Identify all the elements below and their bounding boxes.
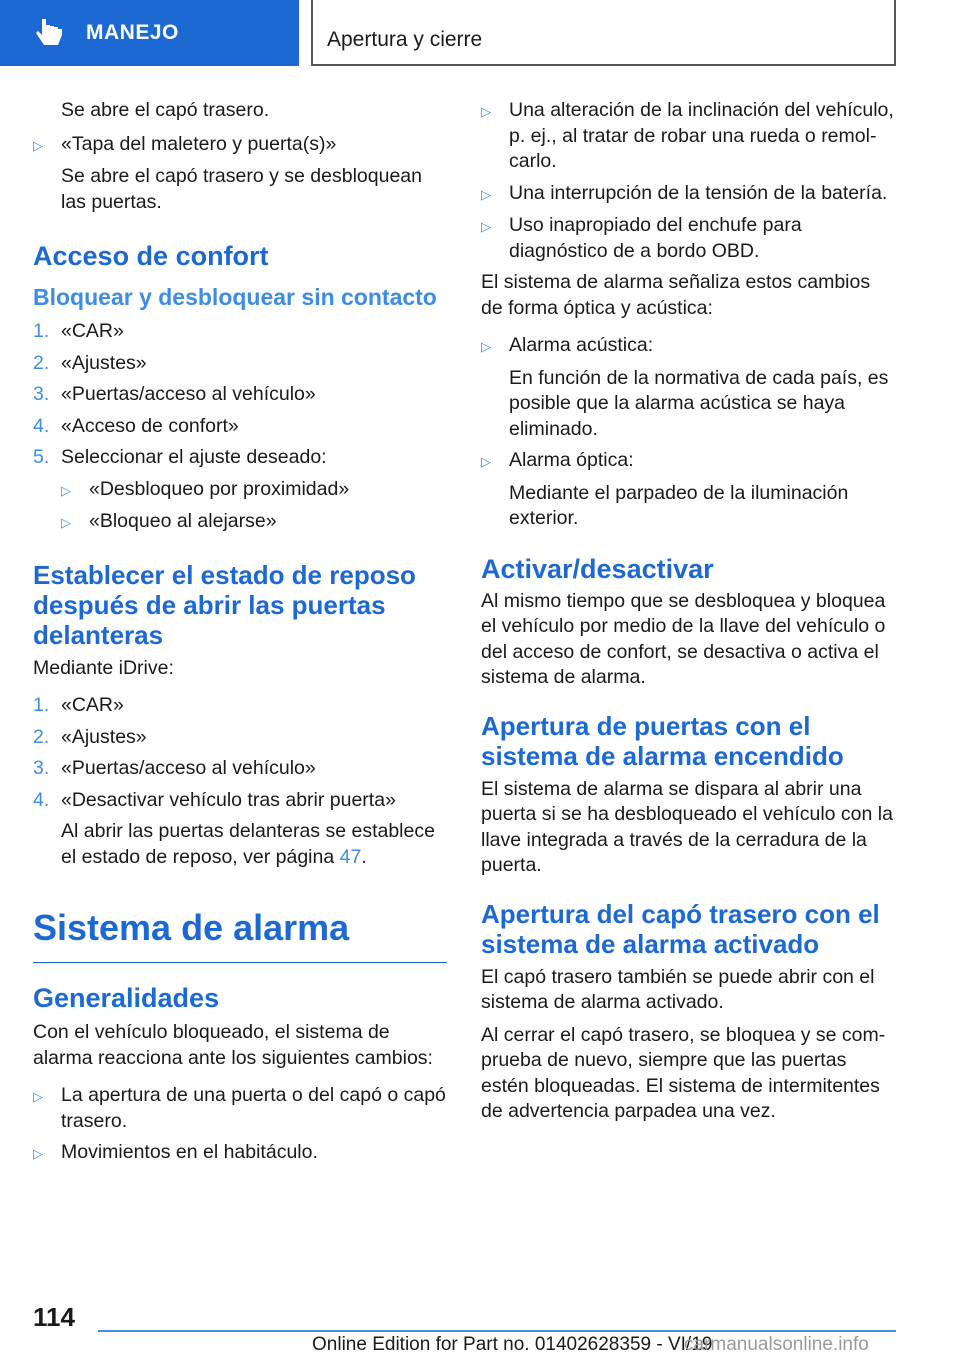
continuation-end: . bbox=[361, 845, 367, 868]
list-item bbox=[481, 213, 897, 264]
step-continuation bbox=[33, 819, 447, 870]
triangle-bullet-icon: ▷ bbox=[33, 137, 43, 153]
paragraph: El sistema de alarma señaliza estos cambios de forma óptica y acústica: bbox=[481, 271, 871, 319]
paragraph: Al cerrar el capó trasero, se bloquea y se comprueba de nuevo, siempre que las puertas estén bloqueadas. El sistema de intermitentes de advertencia parpadea una vez. bbox=[481, 1023, 886, 1122]
section-heading: Apertura de puertas con el sistema de alarma encendido bbox=[481, 710, 844, 771]
watermark: carmanualsonline.info bbox=[684, 1334, 869, 1355]
list-item bbox=[481, 333, 897, 360]
list-number: 2. bbox=[33, 725, 50, 748]
list-item bbox=[33, 1140, 447, 1167]
page-number: 114 bbox=[33, 1302, 75, 1332]
chapter-title-box bbox=[311, 0, 896, 66]
list-text: «CAR» bbox=[61, 320, 124, 342]
tab-label: MANEJO bbox=[86, 21, 179, 44]
bullet-continuation: En función de la normativa de cada país, es posible que la alarma acústica se haya eliminado. bbox=[509, 366, 889, 440]
triangle-bullet-icon: ▷ bbox=[481, 219, 491, 234]
paragraph: Mediante iDrive: bbox=[33, 656, 174, 679]
list-item bbox=[33, 414, 447, 440]
triangle-bullet-icon: ▷ bbox=[481, 104, 491, 119]
numbered-list bbox=[33, 319, 447, 536]
list-item bbox=[33, 319, 447, 345]
steering-hand-icon bbox=[36, 17, 64, 49]
list-item bbox=[33, 351, 447, 377]
list-text: «Ajustes» bbox=[61, 725, 147, 748]
list-number: 5. bbox=[33, 446, 50, 468]
paragraph: Al mismo tiempo que se desbloquea y bloquea el vehículo por medio de la llave del vehículo o del acceso de confort, se desactiva o activa el sistema de alarma. bbox=[481, 589, 886, 688]
list-item bbox=[33, 693, 447, 719]
bullet-text: «Tapa del maletero y puerta(s)» bbox=[61, 132, 337, 155]
section-heading: Generalidades bbox=[33, 983, 220, 1013]
bullet-continuation: Se abre el capó trasero y se desbloquean las puertas. bbox=[61, 165, 422, 213]
list-item bbox=[481, 181, 897, 208]
bullet-text: Una interrupción de la tensión de la batería. bbox=[509, 181, 888, 204]
list-number: 1. bbox=[33, 694, 50, 716]
list-text: «Acceso de confort» bbox=[61, 414, 239, 437]
list-number: 3. bbox=[33, 757, 50, 779]
list-text: «Ajustes» bbox=[61, 351, 147, 374]
bullet-text: La apertura de una puerta o del capó o capó trasero. bbox=[61, 1084, 446, 1132]
triangle-bullet-icon: ▷ bbox=[481, 339, 491, 354]
list-number: 4. bbox=[33, 788, 50, 811]
section-heading: Apertura del capó trasero con el sistema de alarma activado bbox=[481, 898, 880, 959]
list-text: «Desactivar vehículo tras abrir puerta» bbox=[61, 788, 396, 811]
bullet-text: «Bloqueo al alejarse» bbox=[89, 510, 277, 532]
triangle-bullet-icon: ▷ bbox=[61, 482, 71, 498]
paragraph: El capó trasero también se puede abrir con el sistema de alarma activado. bbox=[481, 965, 875, 1013]
paragraph: Con el vehículo bloqueado, el sistema de alarma reacciona ante los siguientes cambios: bbox=[33, 1021, 433, 1069]
list-text: «Puertas/acceso al vehículo» bbox=[61, 757, 316, 779]
list-item bbox=[33, 788, 447, 814]
triangle-bullet-icon: ▷ bbox=[481, 454, 491, 469]
bullet-text: Uso inapropiado del enchufe para diagnóstico de a bordo OBD. bbox=[509, 214, 802, 262]
bullet-text: Movimientos en el habitáculo. bbox=[61, 1141, 318, 1163]
list-item bbox=[33, 1083, 447, 1134]
bullet-continuation: Mediante el parpadeo de la iluminación exterior. bbox=[509, 481, 849, 529]
list-item bbox=[481, 448, 897, 475]
footer-divider bbox=[98, 1330, 896, 1332]
triangle-bullet-icon: ▷ bbox=[481, 186, 491, 202]
section-heading: Acceso de confort bbox=[33, 241, 269, 271]
page-header bbox=[0, 0, 960, 66]
list-number: 2. bbox=[33, 351, 50, 374]
paragraph: El sistema de alarma se dispara al abrir una puerta si se ha desbloqueado el vehículo con la llave integrada a través de la cerradura de la puerta. bbox=[481, 777, 893, 876]
bullet-text: Alarma acústica: bbox=[509, 334, 654, 356]
list-item bbox=[33, 509, 447, 536]
intro-text: Se abre el capó trasero. bbox=[61, 99, 270, 121]
list-item bbox=[33, 132, 447, 159]
page-footer bbox=[0, 1290, 960, 1362]
list-number: 4. bbox=[33, 414, 50, 437]
list-item bbox=[33, 477, 447, 504]
list-item bbox=[33, 382, 447, 408]
bullet-text: «Desbloqueo por proximidad» bbox=[89, 477, 350, 500]
right-column bbox=[481, 98, 897, 1132]
section-heading: Establecer el estado de reposo después de abrir las puertas delanteras bbox=[33, 559, 416, 650]
subsection-heading: Bloquear y desbloquear sin contacto bbox=[33, 284, 437, 310]
list-number: 1. bbox=[33, 320, 50, 342]
list-item bbox=[481, 98, 897, 175]
section-heading: Activar/desactivar bbox=[481, 553, 714, 584]
edition-text: Online Edition for Part no. 01402628359 - VI/19 bbox=[312, 1334, 713, 1355]
bullet-text: Alarma óptica: bbox=[509, 449, 634, 471]
page-link[interactable]: 47 bbox=[339, 845, 362, 868]
list-text: «Puertas/acceso al vehículo» bbox=[61, 383, 316, 405]
bullet-text: Una alteración de la inclinación del vehículo, p. ej., al tratar de robar una rueda o remolcarlo. bbox=[509, 99, 894, 172]
chapter-heading: Sistema de alarma bbox=[33, 908, 447, 963]
list-item bbox=[33, 756, 447, 782]
left-column bbox=[33, 98, 447, 1173]
list-number: 3. bbox=[33, 383, 50, 405]
chapter-tab[interactable] bbox=[0, 0, 299, 66]
list-text: Seleccionar el ajuste deseado: bbox=[61, 446, 327, 468]
continuation-text: Al abrir las puertas delanteras se establece el estado de reposo, ver página bbox=[61, 820, 435, 868]
list-text: «CAR» bbox=[61, 694, 124, 716]
numbered-list bbox=[33, 693, 447, 870]
triangle-bullet-icon: ▷ bbox=[33, 1089, 43, 1104]
list-item bbox=[33, 725, 447, 751]
triangle-bullet-icon: ▷ bbox=[33, 1146, 43, 1161]
chapter-title: Apertura y cierre bbox=[327, 28, 483, 51]
triangle-bullet-icon: ▷ bbox=[61, 515, 71, 530]
list-item bbox=[33, 445, 447, 471]
